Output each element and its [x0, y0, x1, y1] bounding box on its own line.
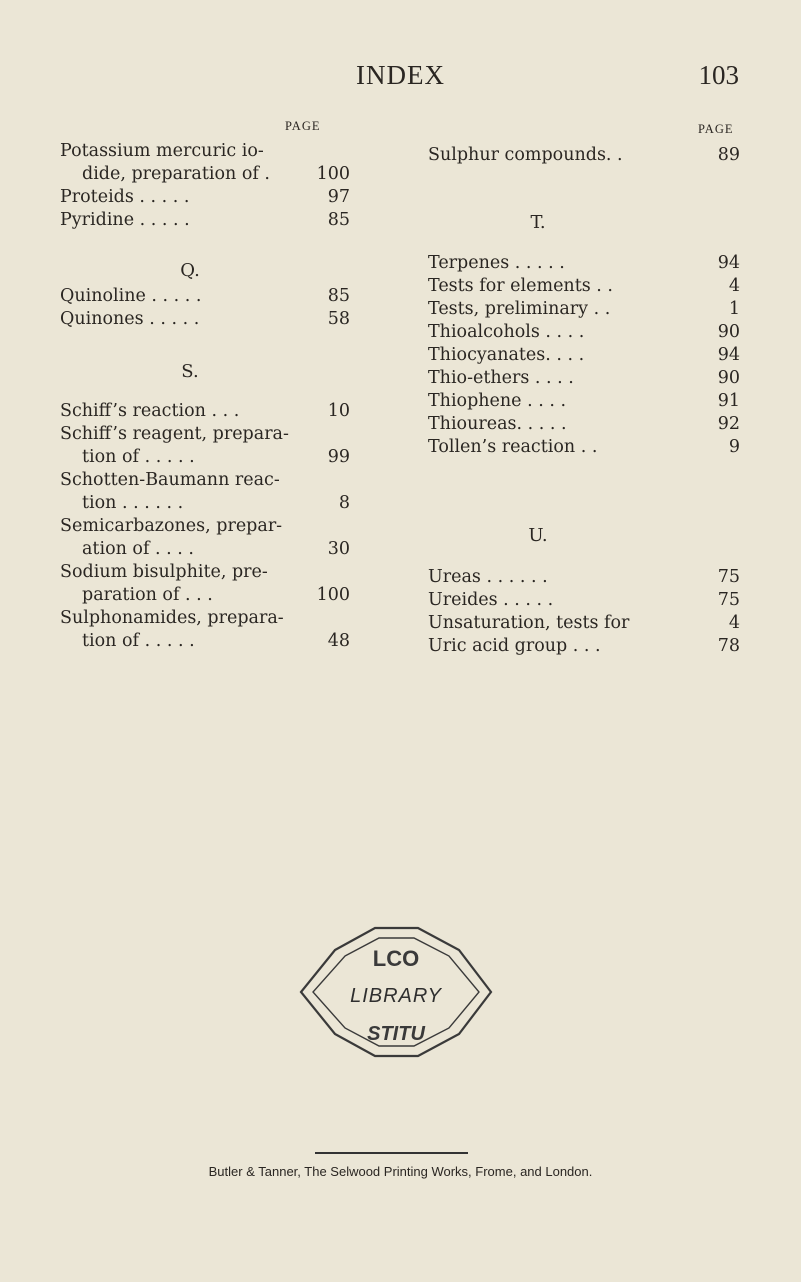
entry-text: Tests, preliminary . . — [428, 299, 611, 319]
entry-page: 9 — [728, 437, 740, 457]
index-entry — [60, 422, 350, 446]
entry-text: Thioureas. . . . . — [428, 414, 567, 434]
running-head — [0, 60, 801, 100]
entry-page: 100 — [316, 585, 350, 605]
entry-page: 48 — [327, 631, 350, 651]
entry-text: Ureides . . . . . — [428, 590, 554, 610]
library-stamp — [283, 922, 508, 1062]
entry-text: Quinoline . . . . . — [60, 286, 202, 306]
index-entry — [428, 343, 740, 367]
entry-text: Tollen’s reaction . . — [428, 437, 598, 457]
entry-text: Sodium bisulphite, pre- — [60, 562, 268, 582]
entry-text: Unsaturation, tests for — [428, 613, 630, 633]
entry-page: 90 — [717, 368, 740, 388]
index-entry — [60, 445, 350, 469]
entry-text: tion of . . . . . — [82, 447, 195, 467]
entry-text: Thiophene . . . . — [428, 391, 567, 411]
entry-page: 30 — [327, 539, 350, 559]
entry-page: 85 — [327, 210, 350, 230]
index-entry — [60, 399, 350, 423]
entry-page: 99 — [327, 447, 350, 467]
entry-text: Quinones . . . . . — [60, 309, 200, 329]
entry-page: 75 — [717, 567, 740, 587]
entry-text: Thioalcohols . . . . — [428, 322, 585, 342]
section-letter-t: T. — [530, 212, 546, 233]
page-title: INDEX — [356, 60, 445, 90]
index-entry — [428, 251, 740, 275]
entry-text: Proteids . . . . . — [60, 187, 190, 207]
index-entry — [428, 366, 740, 390]
entry-text: Terpenes . . . . . — [428, 253, 565, 273]
printer-imprint: Butler & Tanner, The Selwood Printing Works, Frome, and London. — [208, 1164, 593, 1179]
index-entry — [60, 629, 350, 653]
footer-rule — [315, 1152, 468, 1154]
entry-page: 8 — [338, 493, 350, 513]
index-entry — [60, 284, 350, 308]
index-entry — [428, 297, 740, 321]
entry-page: 75 — [717, 590, 740, 610]
entry-text: tion of . . . . . — [82, 631, 195, 651]
entry-text: Semicarbazones, prepar- — [60, 516, 283, 536]
entry-page: 4 — [728, 276, 740, 296]
entry-text: Schiff’s reaction . . . — [60, 401, 240, 421]
index-entry — [428, 412, 740, 436]
entry-text: tion . . . . . . — [82, 493, 184, 513]
index-entry — [60, 139, 350, 163]
entry-text: Thiocyanates. . . . — [428, 345, 585, 365]
index-entry — [60, 491, 350, 515]
index-entry — [428, 588, 740, 612]
index-entry — [428, 634, 740, 658]
entry-page: 100 — [316, 164, 350, 184]
entry-page: 94 — [717, 345, 740, 365]
entry-page: 58 — [327, 309, 350, 329]
entry-page: 94 — [717, 253, 740, 273]
entry-text: Potassium mercuric io- — [60, 141, 264, 161]
entry-page: 10 — [327, 401, 350, 421]
index-entry — [428, 435, 740, 459]
entry-text: Tests for elements . . — [428, 276, 613, 296]
entry-page: 97 — [327, 187, 350, 207]
entry-text: Schotten-Baumann reac- — [60, 470, 280, 490]
entry-page: 4 — [728, 613, 740, 633]
index-entry — [60, 537, 350, 561]
entry-page: 1 — [728, 299, 740, 319]
index-entry — [60, 514, 350, 538]
index-entry — [60, 307, 350, 331]
page-number: 103 — [698, 60, 739, 90]
section-letter-q: Q. — [180, 260, 200, 281]
index-entry — [428, 274, 740, 298]
section-letter-u: U. — [528, 525, 548, 546]
index-entry — [60, 583, 350, 607]
entry-text: paration of . . . — [82, 585, 213, 605]
stamp-arc-top: LCO — [372, 946, 420, 971]
page-column-label: PAGE — [698, 122, 734, 136]
section-letter-s: S. — [181, 361, 199, 382]
index-entry — [60, 185, 350, 209]
entry-text: Uric acid group . . . — [428, 636, 601, 656]
entry-page: 91 — [717, 391, 740, 411]
index-entry — [60, 560, 350, 584]
entry-page: 85 — [327, 286, 350, 306]
index-entry — [428, 389, 740, 413]
entry-text: Schiff’s reagent, prepara- — [60, 424, 289, 444]
entry-page: 90 — [717, 322, 740, 342]
index-entry — [428, 320, 740, 344]
entry-page: 78 — [717, 636, 740, 656]
index-entry — [60, 162, 350, 186]
index-entry — [428, 143, 740, 167]
entry-text: dide, preparation of . — [82, 164, 270, 184]
entry-page: 92 — [717, 414, 740, 434]
stamp-arc-bottom: STITU — [367, 1023, 425, 1045]
entry-text: Sulphur compounds. . — [428, 145, 623, 165]
entry-text: Sulphonamides, prepara- — [60, 608, 284, 628]
page-column-label: PAGE — [285, 119, 321, 133]
stamp-library-text: LIBRARY — [350, 985, 442, 1007]
index-entry — [428, 611, 740, 635]
entry-text: Ureas . . . . . . — [428, 567, 548, 587]
entry-page: 89 — [717, 145, 740, 165]
index-entry — [60, 606, 350, 630]
index-entry — [60, 208, 350, 232]
entry-text: Thio-ethers . . . . — [428, 368, 574, 388]
index-entry — [428, 565, 740, 589]
index-entry — [60, 468, 350, 492]
entry-text: ation of . . . . — [82, 539, 194, 559]
entry-text: Pyridine . . . . . — [60, 210, 190, 230]
